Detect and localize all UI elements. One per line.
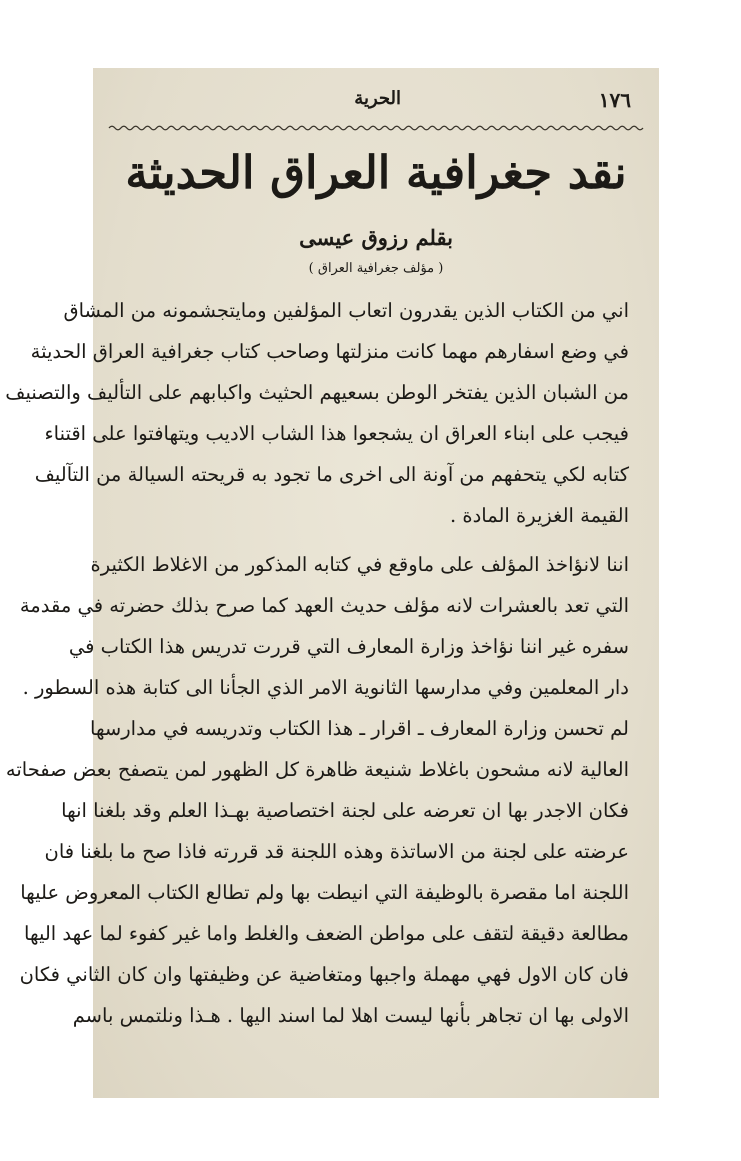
text-line: كتابه لكي يتحفهم من آونة الى اخرى ما تجود به قريحته السيالة من التآليف <box>34 463 629 486</box>
wavy-divider-line <box>109 124 643 132</box>
text-line: دار المعلمين وفي مدارسها الثانوية الامر الذي الجأنا الى كتابة هذه السطور . <box>22 676 629 699</box>
text-line: فكان الاجدر بها ان تعرضه على لجنة اختصاصية بهـذا العلم وقد بلغنا انها <box>61 799 629 822</box>
text-line: اننا لانؤاخذ المؤلف على ماوقع في كتابه المذكور من الاغلاط الكثيرة <box>90 553 629 576</box>
running-head <box>121 88 631 116</box>
text-line: العالية لانه مشحون باغلاط شنيعة ظاهرة كل الظهور لمن يتصفح بعض صفحاته <box>5 758 629 781</box>
author-byline: بقلم رزوق عيسى <box>299 225 453 250</box>
text-line: لم تحسن وزارة المعارف ـ اقرار ـ هذا الكتاب وتدريسه في مدارسها <box>90 717 629 740</box>
text-line: سفره غير اننا نؤاخذ وزارة المعارف التي قررت تدريس هذا الكتاب في <box>68 635 629 658</box>
text-line: في وضع اسفارهم مهما كانت منزلتها وصاحب كتاب جغرافية العراق الحديثة <box>30 340 629 363</box>
text-line: من الشبان الذين يفتخر الوطن بسعيهم الحثيث واكبابهم على التأليف والتصنيف <box>5 381 629 404</box>
book-page <box>5 68 659 1098</box>
text-line: فيجب على ابناء العراق ان يشجعوا هذا الشاب الاديب ويتهافتوا على اقتناء <box>44 422 629 445</box>
wavy-divider <box>109 124 643 132</box>
text-line: مطالعة دقيقة لتقف على مواطن الضعف والغلط واما غير كفوء لما عهد اليها <box>24 922 629 945</box>
article-body <box>5 290 629 1036</box>
text-line: اني من الكتاب الذين يقدرون اتعاب المؤلفين ومايتجشمونه من المشاق <box>63 299 629 322</box>
text-line: فان كان الاول فهي مهملة واجبها ومتغاضية عن وظيفتها وان كان الثاني فكان <box>19 963 629 986</box>
article-title: نقد جغرافية العراق الحديثة <box>125 146 627 199</box>
text-line: اللجنة اما مقصرة بالوظيفة التي انيطت بها ولم تطالع الكتاب المعروض عليها <box>20 881 629 904</box>
page-number: ١٧٦ <box>598 88 631 112</box>
text-line: التي تعد بالعشرات لانه مؤلف حديث العهد كما صرح بذلك حضرته في مقدمة <box>19 594 629 617</box>
journal-name: الحرية <box>354 88 401 109</box>
text-line: عرضته على لجنة من الاساتذة وهذه اللجنة قد قررته فاذا صح ما بلغنا فان <box>44 840 629 863</box>
text-line: القيمة الغزيرة المادة . <box>449 504 629 527</box>
text-line: الاولى بها ان تجاهر بأنها ليست اهلا لما اسند اليها . هـذا ونلتمس باسم <box>72 1004 629 1027</box>
author-note: ( مؤلف جغرافية العراق ) <box>308 261 444 276</box>
